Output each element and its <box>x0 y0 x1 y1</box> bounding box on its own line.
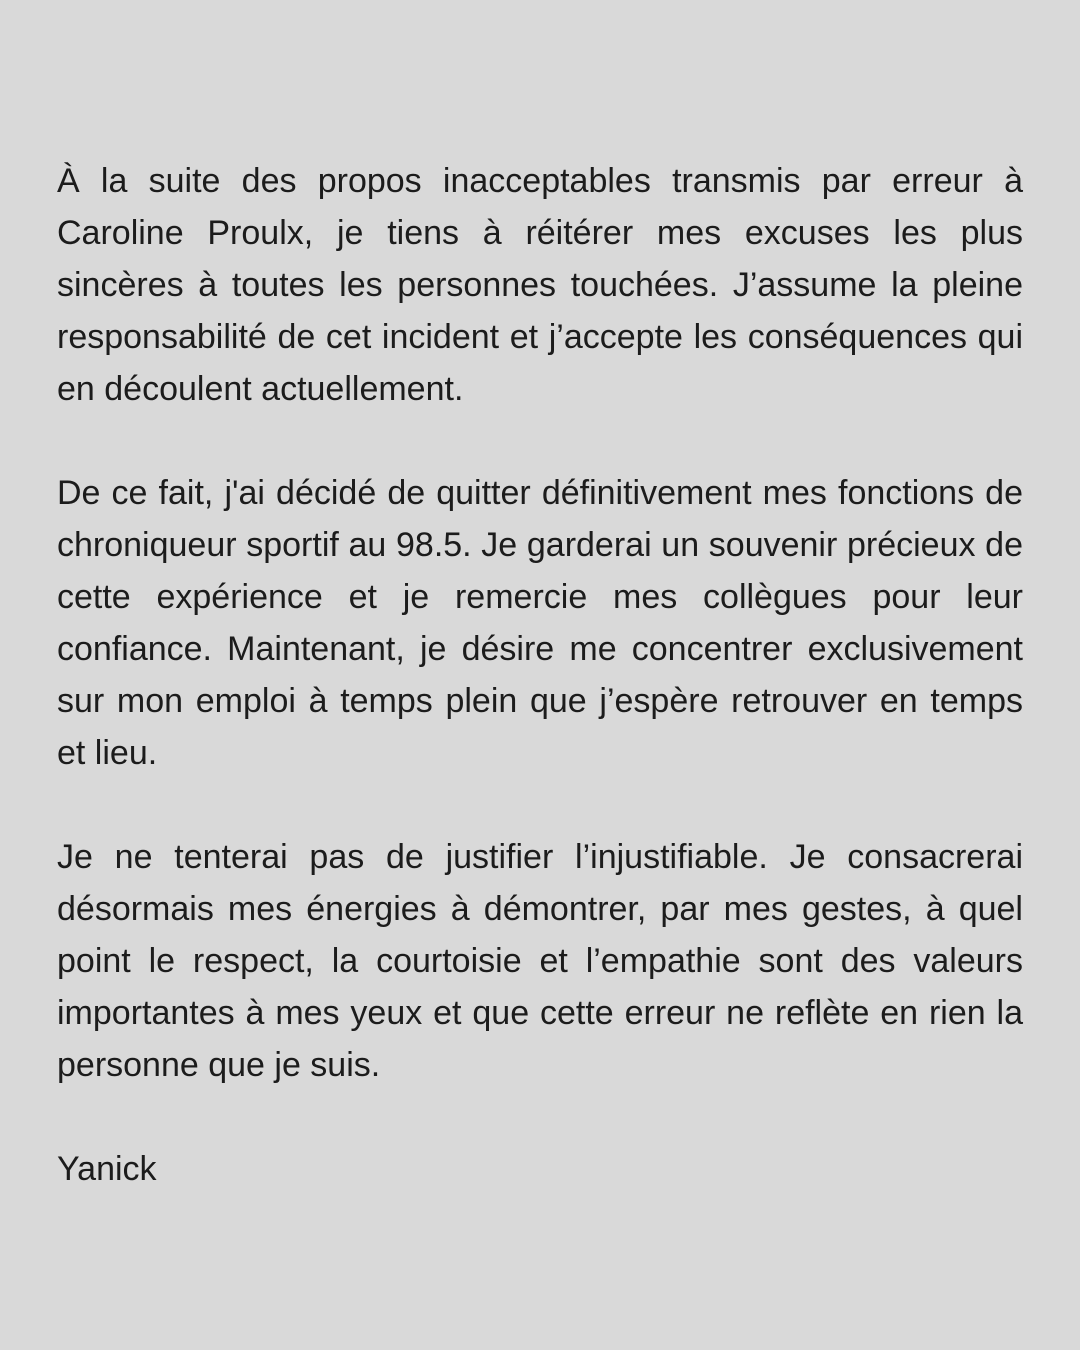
signature: Yanick <box>57 1150 157 1188</box>
statement-text <box>57 155 1023 1195</box>
paragraph-commitment: Je ne tenterai pas de justifier l’injustifiable. Je consacrerai désormais mes énergies à démontrer, par mes gestes, à quel point le respect, la courtoisie et l’empathie sont des valeurs importantes à mes yeux et que cette erreur ne reflète en rien la personne que je suis. <box>57 838 1023 1084</box>
paragraph-apology: À la suite des propos inacceptables transmis par erreur à Caroline Proulx, je tiens à réitérer mes excuses les plus sincères à toutes les personnes touchées. J’assume la pleine responsabilité de cet incident et j’accepte les conséquences qui en découlent actuellement. <box>57 162 1023 408</box>
paragraph-resignation: De ce fait, j'ai décidé de quitter définitivement mes fonctions de chroniqueur sportif au 98.5. Je garderai un souvenir précieux de cette expérience et je remercie mes collègues pour leur confiance. Maintenant, je désire me concentrer exclusivement sur mon emploi à temps plein que j’espère retrouver en temps et lieu. <box>57 474 1023 772</box>
